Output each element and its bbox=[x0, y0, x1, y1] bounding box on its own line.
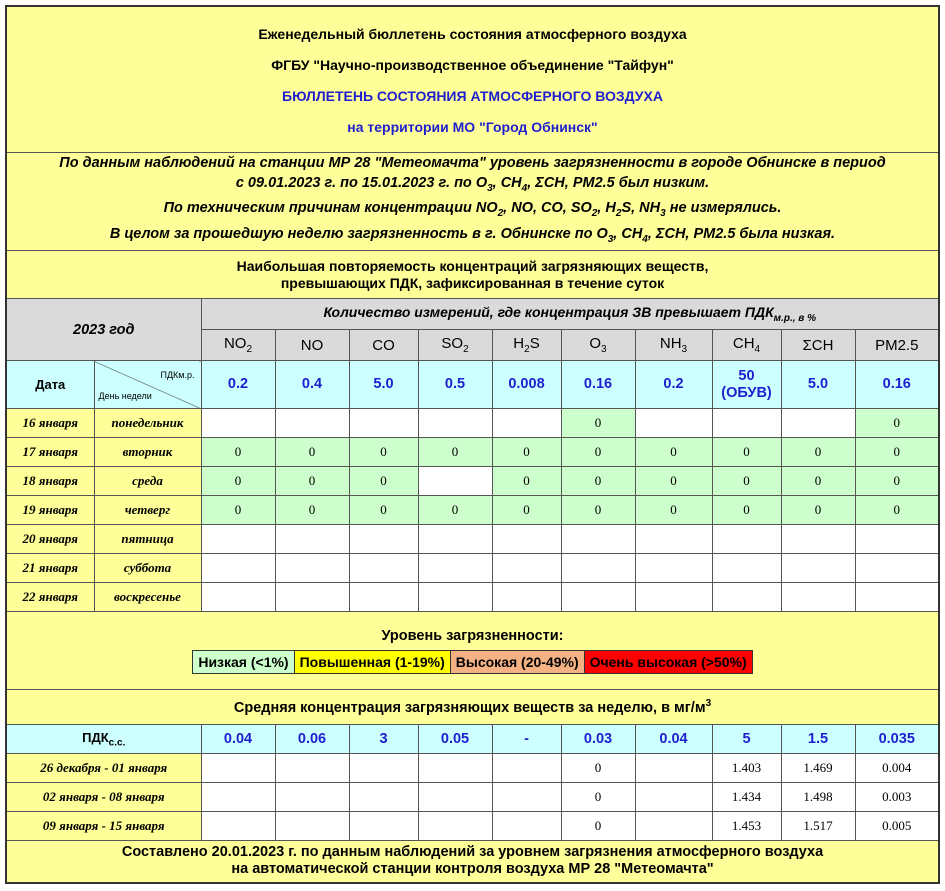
avg-value-cell: 1.498 bbox=[781, 783, 855, 812]
header-title-2: ФГБУ "Научно-производственное объединение "Тайфун" bbox=[271, 56, 674, 73]
value-cell: 0 bbox=[201, 496, 275, 525]
table-row bbox=[6, 438, 939, 467]
level-legend-item: Высокая (20-49%) bbox=[451, 651, 585, 673]
value-cell bbox=[781, 409, 855, 438]
value-cell: 0 bbox=[275, 438, 349, 467]
value-cell bbox=[418, 554, 492, 583]
level-legend-item: Повышенная (1-19%) bbox=[295, 651, 451, 673]
levels-legend bbox=[192, 650, 752, 674]
avg-value-cell bbox=[349, 754, 418, 783]
table-row bbox=[6, 554, 939, 583]
value-cell bbox=[781, 525, 855, 554]
table-row bbox=[6, 467, 939, 496]
value-cell bbox=[492, 554, 561, 583]
value-cell: 0 bbox=[561, 496, 635, 525]
avg-value-cell: 0.005 bbox=[855, 812, 939, 841]
footer bbox=[6, 841, 939, 883]
value-cell bbox=[712, 583, 781, 612]
row-weekday: воскресенье bbox=[94, 583, 201, 612]
avg-value-cell bbox=[492, 812, 561, 841]
value-cell bbox=[349, 554, 418, 583]
value-cell bbox=[561, 583, 635, 612]
avg-value-cell: 1.453 bbox=[712, 812, 781, 841]
value-cell bbox=[418, 409, 492, 438]
value-cell: 0 bbox=[561, 438, 635, 467]
row-date: 19 января bbox=[6, 496, 94, 525]
value-cell: 0 bbox=[275, 496, 349, 525]
pollutant-header: PM2.5 bbox=[855, 330, 939, 361]
header-title-4: на территории МО "Город Обнинск" bbox=[347, 118, 598, 135]
summary bbox=[6, 152, 939, 251]
value-cell bbox=[635, 409, 712, 438]
value-cell bbox=[275, 583, 349, 612]
pdk-ss-value: 5 bbox=[712, 725, 781, 754]
section-title-line-2: превышающих ПДК, зафиксированная в течение суток bbox=[280, 274, 665, 291]
row-weekday: четверг bbox=[94, 496, 201, 525]
pollutant-header: CO bbox=[349, 330, 418, 361]
pdk-mr-value: 50 (ОБУВ) bbox=[712, 361, 781, 409]
value-cell bbox=[635, 583, 712, 612]
value-cell: 0 bbox=[712, 467, 781, 496]
pdk-mr-value: 5.0 bbox=[349, 361, 418, 409]
value-cell bbox=[201, 583, 275, 612]
value-cell: 0 bbox=[418, 438, 492, 467]
value-cell: 0 bbox=[492, 467, 561, 496]
value-cell: 0 bbox=[492, 496, 561, 525]
pdk-ss-value: 0.04 bbox=[635, 725, 712, 754]
row-date: 16 января bbox=[6, 409, 94, 438]
value-cell bbox=[275, 525, 349, 554]
value-cell bbox=[635, 554, 712, 583]
value-cell: 0 bbox=[781, 438, 855, 467]
value-cell bbox=[712, 525, 781, 554]
pdk-ss-value: 0.03 bbox=[561, 725, 635, 754]
avg-value-cell: 1.517 bbox=[781, 812, 855, 841]
value-cell bbox=[712, 409, 781, 438]
table-row bbox=[6, 409, 939, 438]
avg-period: 02 января - 08 января bbox=[6, 783, 201, 812]
level-legend-item: Очень высокая (>50%) bbox=[585, 651, 752, 673]
value-cell: 0 bbox=[855, 467, 939, 496]
avg-value-cell: 0.003 bbox=[855, 783, 939, 812]
avg-value-cell bbox=[418, 754, 492, 783]
row-date: 20 января bbox=[6, 525, 94, 554]
pdk-mr-value: 0.4 bbox=[275, 361, 349, 409]
avg-value-cell bbox=[201, 783, 275, 812]
pdk-mr-value: 0.2 bbox=[201, 361, 275, 409]
diag-day-label: День недели bbox=[98, 391, 152, 402]
levels-title: Уровень загрязненности: bbox=[381, 627, 564, 644]
avg-value-cell bbox=[349, 783, 418, 812]
value-cell bbox=[201, 554, 275, 583]
value-cell: 0 bbox=[635, 496, 712, 525]
value-cell bbox=[492, 525, 561, 554]
year-label: 2023 год bbox=[6, 299, 201, 361]
value-cell bbox=[418, 467, 492, 496]
pdk-ss-value: 0.035 bbox=[855, 725, 939, 754]
avg-value-cell bbox=[201, 754, 275, 783]
value-cell: 0 bbox=[275, 467, 349, 496]
avg-value-cell bbox=[418, 812, 492, 841]
pdk-ss-value: 3 bbox=[349, 725, 418, 754]
value-cell bbox=[201, 525, 275, 554]
avg-value-cell bbox=[275, 754, 349, 783]
pdk-mr-value: 5.0 bbox=[781, 361, 855, 409]
avg-period: 09 января - 15 января bbox=[6, 812, 201, 841]
levels-section bbox=[6, 612, 939, 690]
table-row bbox=[6, 583, 939, 612]
value-cell bbox=[561, 525, 635, 554]
diag-pdk-label: ПДКм.р. bbox=[160, 370, 195, 381]
header-title-1: Еженедельный бюллетень состояния атмосферного воздуха bbox=[258, 25, 687, 42]
row-date: 17 января bbox=[6, 438, 94, 467]
value-cell bbox=[855, 525, 939, 554]
diagonal-header bbox=[94, 361, 201, 409]
section-title-line-1: Наибольшая повторяемость концентраций загрязняющих веществ, bbox=[236, 257, 709, 274]
row-date: 18 января bbox=[6, 467, 94, 496]
pollutant-header: $CH_4$ bbox=[712, 330, 781, 361]
row-weekday: пятница bbox=[94, 525, 201, 554]
pdk-mr-value: 0.16 bbox=[855, 361, 939, 409]
value-cell bbox=[635, 525, 712, 554]
value-cell: 0 bbox=[855, 409, 939, 438]
avg-value-cell: 0 bbox=[561, 812, 635, 841]
avg-value-cell: 0 bbox=[561, 783, 635, 812]
pdk-ss-value: 0.05 bbox=[418, 725, 492, 754]
avg-value-cell bbox=[201, 812, 275, 841]
avg-value-cell bbox=[492, 754, 561, 783]
value-cell bbox=[781, 554, 855, 583]
value-cell: 0 bbox=[712, 496, 781, 525]
value-cell bbox=[492, 583, 561, 612]
value-cell bbox=[712, 554, 781, 583]
pdk-mr-value: 0.16 bbox=[561, 361, 635, 409]
row-weekday: суббота bbox=[94, 554, 201, 583]
count-title: Количество измерений, где концентрация ЗВ превышает $ПДК_{м.р., в \%}$ bbox=[201, 299, 939, 330]
bulletin-table bbox=[5, 5, 940, 884]
summary-line-4: В целом за прошедшую неделю загрязненность в г. Обнинске по $O_3$, $CH_4$, ΣCH, PM2.5 была низкая. bbox=[109, 226, 836, 246]
footer-line-1: Составлено 20.01.2023 г. по данным наблюдений за уровнем загрязнения атмосферного воздуха bbox=[121, 844, 824, 861]
value-cell: 0 bbox=[635, 467, 712, 496]
value-cell bbox=[275, 554, 349, 583]
pdk-ss-value: 1.5 bbox=[781, 725, 855, 754]
avg-row bbox=[6, 754, 939, 783]
value-cell: 0 bbox=[201, 438, 275, 467]
value-cell bbox=[275, 409, 349, 438]
value-cell: 0 bbox=[349, 496, 418, 525]
pollutant-header: ΣCH bbox=[781, 330, 855, 361]
value-cell bbox=[855, 554, 939, 583]
value-cell bbox=[492, 409, 561, 438]
pdk-mr-value: 0.5 bbox=[418, 361, 492, 409]
pdk-mr-value: 0.008 bbox=[492, 361, 561, 409]
header-title-3: БЮЛЛЕТЕНЬ СОСТОЯНИЯ АТМОСФЕРНОГО ВОЗДУХА bbox=[282, 87, 663, 104]
value-cell bbox=[418, 525, 492, 554]
value-cell bbox=[781, 583, 855, 612]
value-cell: 0 bbox=[418, 496, 492, 525]
pdk-mr-value: 0.2 bbox=[635, 361, 712, 409]
row-date: 22 января bbox=[6, 583, 94, 612]
value-cell bbox=[349, 583, 418, 612]
row-date: 21 января bbox=[6, 554, 94, 583]
value-cell: 0 bbox=[561, 409, 635, 438]
value-cell: 0 bbox=[781, 496, 855, 525]
pollutant-header: $O_3$ bbox=[561, 330, 635, 361]
value-cell bbox=[855, 583, 939, 612]
value-cell: 0 bbox=[855, 496, 939, 525]
avg-value-cell: 0.004 bbox=[855, 754, 939, 783]
value-cell: 0 bbox=[635, 438, 712, 467]
summary-line-3: По техническим причинам концентрации $NO_2$, NO, CO, $SO_2$, $H_2S$, $NH_3$ не измерялись. bbox=[163, 200, 782, 220]
value-cell: 0 bbox=[349, 467, 418, 496]
value-cell bbox=[349, 525, 418, 554]
pdk-ss-value: 0.04 bbox=[201, 725, 275, 754]
value-cell: 0 bbox=[712, 438, 781, 467]
avg-value-cell: 0 bbox=[561, 754, 635, 783]
avg-value-cell bbox=[418, 783, 492, 812]
avg-row bbox=[6, 812, 939, 841]
pollutant-header: $H_2S$ bbox=[492, 330, 561, 361]
avg-value-cell: 1.403 bbox=[712, 754, 781, 783]
row-weekday: вторник bbox=[94, 438, 201, 467]
value-cell: 0 bbox=[781, 467, 855, 496]
value-cell: 0 bbox=[201, 467, 275, 496]
avg-value-cell bbox=[635, 754, 712, 783]
pdk-ss-value: - bbox=[492, 725, 561, 754]
table-row bbox=[6, 496, 939, 525]
value-cell bbox=[418, 583, 492, 612]
pdk-ch4-note: (ОБУВ) bbox=[721, 384, 772, 401]
avg-title: Средняя концентрация загрязняющих веществ за неделю, в $мг/м^3$ bbox=[6, 690, 939, 725]
value-cell: 0 bbox=[855, 438, 939, 467]
pdk-ss-value: 0.06 bbox=[275, 725, 349, 754]
value-cell bbox=[349, 409, 418, 438]
value-cell bbox=[561, 554, 635, 583]
section-max-repeatability-title bbox=[6, 251, 939, 299]
avg-value-cell bbox=[275, 812, 349, 841]
avg-value-cell bbox=[492, 783, 561, 812]
value-cell: 0 bbox=[561, 467, 635, 496]
row-weekday: среда bbox=[94, 467, 201, 496]
pdk-ss-label: $ПДК_{с.с.}$ bbox=[6, 725, 201, 754]
footer-line-2: на автоматической станции контроля воздуха МР 28 "Метеомачта" bbox=[231, 861, 714, 878]
avg-value-cell: 1.469 bbox=[781, 754, 855, 783]
bulletin-header bbox=[6, 6, 939, 152]
avg-value-cell bbox=[635, 812, 712, 841]
value-cell bbox=[201, 409, 275, 438]
avg-row bbox=[6, 783, 939, 812]
pollutant-header: $SO_2$ bbox=[418, 330, 492, 361]
avg-value-cell bbox=[275, 783, 349, 812]
level-legend-item: Низкая (<1%) bbox=[193, 651, 294, 673]
summary-line-2: с 09.01.2023 г. по 15.01.2023 г. по $O_3$, $CH_4$, ΣCH, PM2.5 был низким. bbox=[235, 174, 710, 194]
pollutant-header: $NO_2$ bbox=[201, 330, 275, 361]
avg-value-cell: 1.434 bbox=[712, 783, 781, 812]
pollutant-header: NO bbox=[275, 330, 349, 361]
pollutant-header: $NH_3$ bbox=[635, 330, 712, 361]
avg-period: 26 декабря - 01 января bbox=[6, 754, 201, 783]
date-label: Дата bbox=[6, 361, 94, 409]
row-weekday: понедельник bbox=[94, 409, 201, 438]
avg-value-cell bbox=[635, 783, 712, 812]
summary-line-1: По данным наблюдений на станции МР 28 "Метеомачта" уровень загрязненности в городе Обнинске в период bbox=[59, 154, 886, 171]
table-row bbox=[6, 525, 939, 554]
value-cell: 0 bbox=[349, 438, 418, 467]
avg-value-cell bbox=[349, 812, 418, 841]
value-cell: 0 bbox=[492, 438, 561, 467]
